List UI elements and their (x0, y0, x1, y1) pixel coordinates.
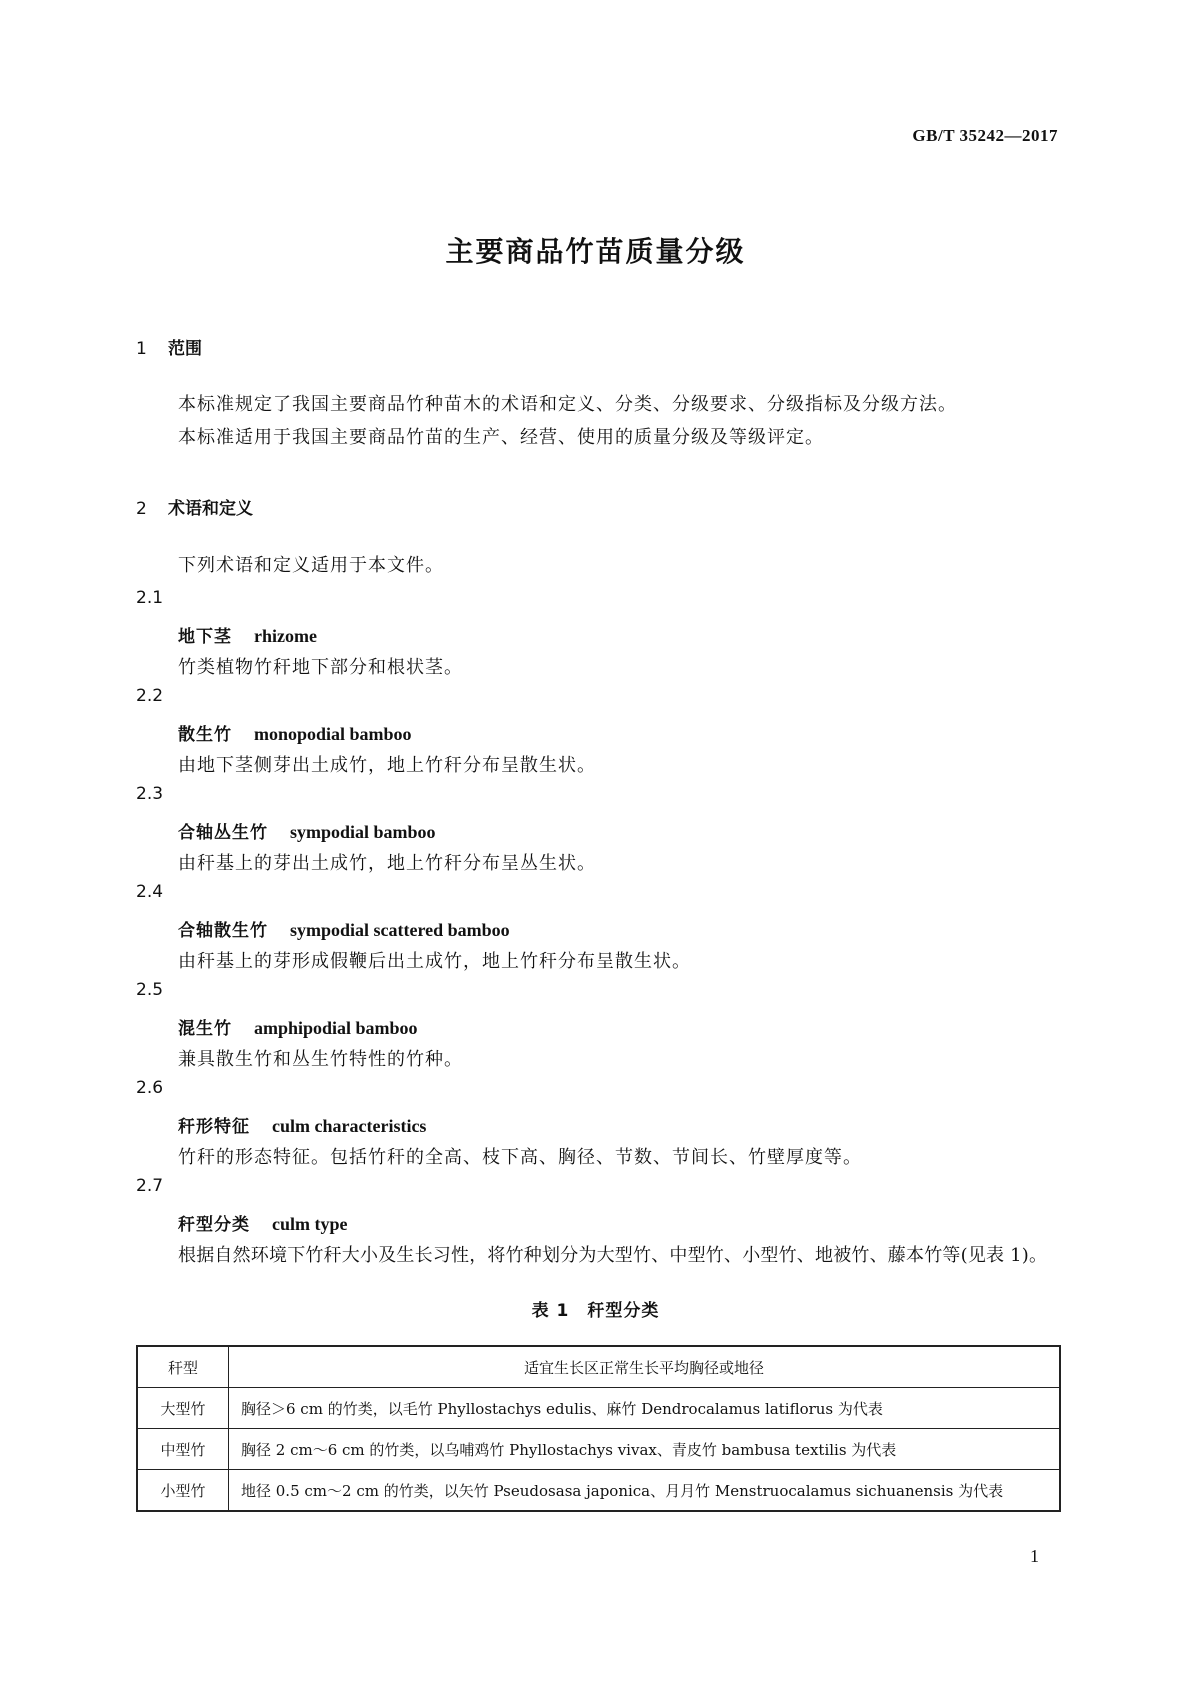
term-heading (178, 1014, 418, 1039)
term-english: sympodial scattered bamboo (290, 920, 510, 940)
term-english: rhizome (254, 626, 317, 646)
term-number: 2.7 (136, 1176, 164, 1196)
term-english: culm characteristics (272, 1116, 427, 1136)
table-row (137, 1429, 1060, 1470)
term-chinese: 秆形特征 (178, 1117, 250, 1137)
term-number: 2.1 (136, 588, 164, 608)
term-heading (178, 720, 412, 745)
section-1-number: 1 (136, 339, 147, 359)
section-2-number: 2 (136, 499, 147, 519)
term-number: 2.4 (136, 882, 164, 902)
term-definition: 由秆基上的芽形成假鞭后出土成竹，地上竹秆分布呈散生状。 (178, 951, 691, 972)
section-2-title: 术语和定义 (168, 499, 253, 519)
term-chinese: 散生竹 (178, 725, 232, 745)
term-number: 2.3 (136, 784, 164, 804)
term-definition: 竹秆的形态特征。包括竹秆的全高、枝下高、胸径、节数、节间长、竹壁厚度等。 (178, 1147, 862, 1168)
term-definition: 竹类植物竹秆地下部分和根状茎。 (178, 657, 463, 678)
table-cell-description: 胸径 2 cm～6 cm 的竹类，以乌哺鸡竹 Phyllostachys vivax、青皮竹 bambusa textilis 为代表 (229, 1429, 1061, 1470)
term-heading (178, 1210, 348, 1235)
term-heading (178, 818, 436, 843)
section-1-title: 范围 (168, 339, 202, 359)
section-1-paragraph-1: 本标准规定了我国主要商品竹种苗木的术语和定义、分类、分级要求、分级指标及分级方法。 (178, 394, 957, 415)
term-definition: 由秆基上的芽出土成竹，地上竹秆分布呈丛生状。 (178, 853, 596, 874)
table-header-cell: 适宜生长区正常生长平均胸径或地径 (229, 1346, 1061, 1388)
table-cell-type: 小型竹 (137, 1470, 229, 1512)
term-chinese: 地下茎 (178, 627, 232, 647)
term-number: 2.6 (136, 1078, 164, 1098)
term-english: monopodial bamboo (254, 724, 412, 744)
term-english: culm type (272, 1214, 348, 1234)
table-cell-description: 胸径＞6 cm 的竹类，以毛竹 Phyllostachys edulis、麻竹 Dendrocalamus latiflorus 为代表 (229, 1388, 1061, 1429)
term-definition: 根据自然环境下竹秆大小及生长习性，将竹种划分为大型竹、中型竹、小型竹、地被竹、藤本竹等(见表 1)。 (178, 1245, 1048, 1266)
section-2-heading (136, 494, 253, 519)
table-header-cell: 秆型 (137, 1346, 229, 1388)
term-chinese: 合轴散生竹 (178, 921, 268, 941)
table-cell-type: 大型竹 (137, 1388, 229, 1429)
term-chinese: 混生竹 (178, 1019, 232, 1039)
document-code: GB/T 35242—2017 (912, 126, 1058, 145)
section-1-paragraph-2: 本标准适用于我国主要商品竹苗的生产、经营、使用的质量分级及等级评定。 (178, 427, 824, 448)
term-definition: 由地下茎侧芽出土成竹，地上竹秆分布呈散生状。 (178, 755, 596, 776)
term-heading (178, 916, 510, 941)
page-title: 主要商品竹苗质量分级 (445, 235, 746, 268)
term-chinese: 秆型分类 (178, 1215, 250, 1235)
culm-type-table (136, 1345, 1061, 1512)
term-chinese: 合轴丛生竹 (178, 823, 268, 843)
table-header-row (137, 1346, 1060, 1388)
table-caption: 表 1 秆型分类 (531, 1301, 660, 1321)
table-cell-description: 地径 0.5 cm～2 cm 的竹类，以矢竹 Pseudosasa japonica、月月竹 Menstruocalamus sichuanensis 为代表 (229, 1470, 1061, 1512)
page-number: 1 (1030, 1546, 1039, 1566)
term-english: amphipodial bamboo (254, 1018, 418, 1038)
term-number: 2.5 (136, 980, 164, 1000)
table-cell-type: 中型竹 (137, 1429, 229, 1470)
term-english: sympodial bamboo (290, 822, 436, 842)
term-number: 2.2 (136, 686, 164, 706)
table-row (137, 1388, 1060, 1429)
term-definition: 兼具散生竹和丛生竹特性的竹种。 (178, 1049, 463, 1070)
section-2-intro: 下列术语和定义适用于本文件。 (178, 555, 444, 576)
term-heading (178, 1112, 426, 1137)
term-heading (178, 622, 317, 647)
section-1-heading (136, 334, 202, 359)
table-row (137, 1470, 1060, 1512)
